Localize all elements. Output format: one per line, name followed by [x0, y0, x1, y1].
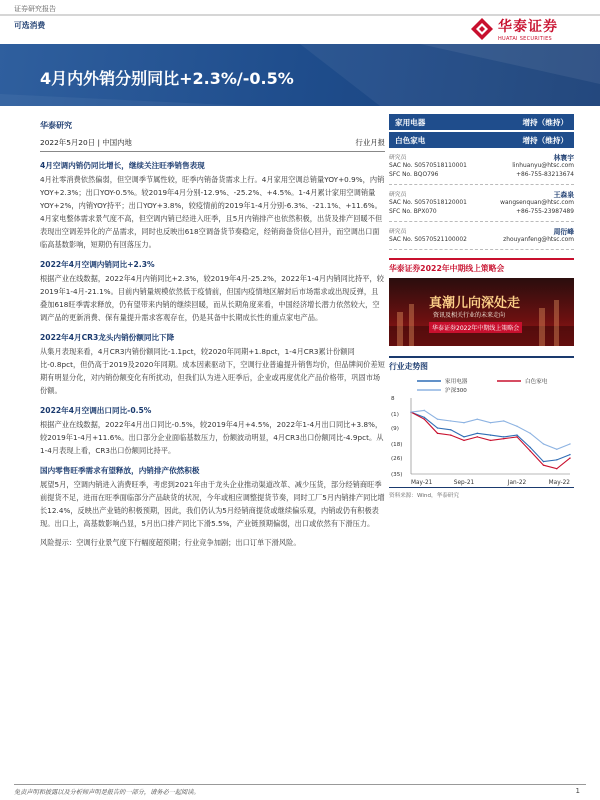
- trend-chart: [389, 376, 574, 488]
- data-point: [503, 438, 504, 439]
- section-heading: 国内零售旺季需求有望释放，内销排产依然积极: [40, 466, 200, 475]
- data-point: [424, 417, 425, 418]
- data-point: [569, 443, 570, 444]
- data-point: [477, 436, 478, 437]
- data-point: [424, 419, 425, 420]
- data-point: [463, 440, 464, 441]
- section-5: [40, 465, 385, 530]
- data-point: [437, 427, 438, 428]
- analyst-email[interactable]: wangsenquan@htsc.com: [500, 200, 574, 206]
- analyst-email[interactable]: zhouyanfeng@htsc.com: [503, 237, 574, 243]
- data-point: [569, 454, 570, 455]
- analyst-name: 王森泉: [553, 191, 574, 199]
- data-point: [543, 461, 544, 462]
- series-line: [411, 412, 570, 462]
- footer-disclaimer: 免责声明和披露以及分析师声明是报告的一部分，请务必一起阅读。: [14, 789, 200, 796]
- analyst-sac: SAC No. S0570521100002: [389, 237, 467, 243]
- section-text: 4月社零消费依然偏弱，但空调季节属性较，旺季内销备货需求上行。4月家用空调总销量YOY+0.9%，内销YOY+2.3%；出口YOY-0.5%。较2019年4月分别-12.9%、-25.2%、+4.5%。1-4月累计家用空调销量YOY+2%，内销YOY持平；出口YOY+3.8%，较疫情前的2019年1-4月分别-6.3%、-21.1%、+11.6%。4月家电整体需求景气度不高，但空调内销已经进入旺季，且5月内销排产也依然积极，出货及排产回暖不但表现出空调差异化的产品需求，同时也反映出618空调备货节奏稳定，经销商备货信心回升，而空调出口面临高基数影响，短期仍有回落压力。: [40, 175, 385, 249]
- data-point: [463, 436, 464, 437]
- meta-line: [40, 137, 385, 152]
- section-heading: 2022年4月CR3龙头内销份额同比下降: [40, 333, 175, 342]
- org-name: 华泰研究: [40, 121, 72, 130]
- analyst-role: 研究员: [389, 192, 407, 198]
- data-point: [569, 457, 570, 458]
- footer-divider: [14, 784, 586, 785]
- legend-label: 家用电器: [445, 379, 468, 385]
- promo-title: 华泰证券2022年中期线上策略会: [389, 258, 574, 274]
- rating-industry: 家用电器: [395, 118, 426, 127]
- chart-title: 行业走势图: [389, 356, 574, 372]
- analyst-sac: SAC No. S0570518110001: [389, 163, 467, 169]
- analyst-sac: SAC No. S0570518120001: [389, 200, 467, 206]
- section-text: 展望5月，空调内销进入消费旺季，考虑到2021年由于龙头企业推动渠道改革、减少压货，部分经销商旺季前提货不足，进而在旺季面临部分产品缺货的状况，今年或相应调整提货节奏，同时工厂5月内销排产同比增长12.4%，反映出产业链的积极预期，因此，我们仍认为5月经销商提货或继续偏乐观，内销或仍有积极表现。出口上，高基数影响凸显，5月出口排产同比下滑5.5%，产业链预期偏弱，出口或依然有下滑压力。: [40, 480, 385, 528]
- legend-label: 白色家电: [525, 379, 548, 385]
- x-tick-label: May-22: [548, 480, 570, 486]
- data-point: [424, 410, 425, 411]
- data-point: [450, 434, 451, 435]
- y-tick-label: (35): [391, 472, 403, 478]
- data-point: [530, 450, 531, 451]
- data-point: [490, 440, 491, 441]
- promo-banner[interactable]: [389, 278, 574, 346]
- data-point: [490, 434, 491, 435]
- logo-name-cn: 华泰证券: [498, 19, 558, 35]
- rating-row: [389, 114, 574, 130]
- analyst-card: [389, 226, 574, 250]
- data-point: [450, 420, 451, 421]
- promo-headline: 真潮儿向深处走: [429, 296, 521, 311]
- analyst-card: [389, 152, 574, 185]
- section-heading: 2022年4月空调出口同比-0.5%: [40, 406, 152, 415]
- page-number: 1: [575, 787, 580, 795]
- rating-value: 增持（维持）: [522, 136, 568, 145]
- x-tick-label: Sep-21: [453, 480, 475, 486]
- trend-chart-svg: [389, 376, 574, 488]
- data-point: [530, 447, 531, 448]
- rating-industry: 白色家电: [395, 136, 426, 145]
- rating-value: 增持（维持）: [522, 118, 568, 127]
- logo-name-en: HUATAI SECURITIES: [498, 36, 552, 42]
- report-date: 2022年5月20日: [40, 138, 96, 147]
- data-point: [477, 433, 478, 434]
- analyst-sfc: SFC No. BQO796: [389, 172, 439, 178]
- risk-note: 风险提示：空调行业景气度下行幅度超预期；行业竞争加剧；出口订单下滑风险。: [40, 538, 301, 547]
- analyst-name: 林寰宇: [553, 154, 574, 162]
- y-tick-label: (9): [391, 426, 399, 433]
- section-text: 根据产业在线数据，2022年4月内销同比+2.3%，较2019年4月-25.2%，2022年1-4月内销同比持平，较2019年1-4月-21.1%。目前内销量规模依然低于疫情前，但国内疫情地区解封后市场需求或出现反弹，且叠加618旺季需求释放，仍有望带来内销的继续回暖，而从长期角度来看，中国经济增长潜力依然较大，空调产品的更新消费、保有量提升需求客观存在，仍是其备中长期成长性的重点家电产品。: [40, 274, 384, 322]
- data-point: [516, 434, 517, 435]
- data-point: [503, 436, 504, 437]
- section-2: [40, 259, 385, 324]
- analyst-role: 研究员: [389, 229, 407, 235]
- section-1: [40, 160, 385, 251]
- section-4: [40, 405, 385, 457]
- main-column: [40, 114, 385, 549]
- chart-source: 资料来源：Wind，华泰研究: [389, 493, 459, 499]
- report-title: 4月内外销分别同比+2.3%/-0.5%: [40, 69, 294, 88]
- report-region: 中国内地: [102, 138, 132, 147]
- report-type-label: 证券研究报告: [14, 5, 56, 13]
- section-text: 根据产业在线数据，2022年4月出口同比-0.5%，较2019年4月+4.5%，2022年1-4月出口同比+3.8%，较2019年1-4月+11.6%。出口部分企业面临基数压力，份额波动明显，4月CR3出口份额同比-4.9pct。从1-4月表现上看，CR3出口份额同比持平。: [40, 420, 384, 455]
- rating-row: [389, 132, 574, 148]
- data-point: [516, 436, 517, 437]
- y-tick-label: (26): [391, 456, 403, 463]
- data-point: [543, 464, 544, 465]
- analyst-phone: +86-755-23987489: [516, 209, 574, 215]
- data-point: [410, 411, 411, 412]
- x-tick-label: Jan-22: [507, 480, 527, 486]
- y-tick-label: (1): [391, 411, 399, 418]
- data-point: [516, 426, 517, 427]
- section-3: [40, 332, 385, 397]
- y-tick-label: (18): [391, 441, 403, 448]
- company-logo: [470, 16, 558, 42]
- sidebar: [389, 114, 574, 499]
- y-tick-label: 8: [391, 396, 395, 402]
- meta-date-region: 2022年5月20日 | 中国内地: [40, 138, 132, 147]
- analyst-sfc: SFC No. BPX070: [389, 209, 437, 215]
- analyst-card: [389, 189, 574, 222]
- report-kind: 行业月报: [355, 138, 385, 147]
- data-point: [463, 422, 464, 423]
- data-point: [490, 422, 491, 423]
- promo-subtitle: 资讯及相关行业的未来走向: [433, 312, 506, 319]
- analyst-email[interactable]: linhuanyu@htsc.com: [512, 163, 574, 169]
- data-point: [556, 459, 557, 460]
- promo-tag: 华泰证券2022年中期线上策略会: [429, 322, 522, 333]
- data-point: [543, 443, 544, 444]
- data-point: [450, 429, 451, 430]
- analyst-phone: +86-755-83213674: [516, 172, 574, 178]
- data-point: [503, 420, 504, 421]
- logo-icon: [470, 17, 494, 41]
- data-point: [477, 419, 478, 420]
- x-tick-label: May-21: [411, 480, 433, 486]
- analyst-role: 研究员: [389, 155, 407, 161]
- data-point: [437, 433, 438, 434]
- data-point: [437, 419, 438, 420]
- data-point: [556, 468, 557, 469]
- title-banner: [0, 44, 600, 106]
- category-label: 可选消费: [14, 21, 46, 30]
- data-point: [556, 449, 557, 450]
- data-point: [530, 433, 531, 434]
- analyst-name: 周衍峰: [553, 228, 574, 236]
- section-heading: 2022年4月空调内销同比+2.3%: [40, 260, 155, 269]
- section-heading: 4月空调内销仍同比增长，继续关注旺季销售表现: [40, 161, 205, 170]
- section-text: 从集月表现来看，4月CR3内销份额同比-1.1pct，较2020年同期+1.8pct，1-4月CR3累计份额同比-0.8pct，但仍高于2019及2020年同期。成本因素驱动下，空调行业普遍提升销售均价，但品牌间价差短期有明显分化，对内销份额变化有所扰动，但我们认为进入旺季后，企业或再度优化产品价格带，巩固市场份额。: [40, 347, 385, 395]
- legend-label: 沪深300: [445, 388, 467, 394]
